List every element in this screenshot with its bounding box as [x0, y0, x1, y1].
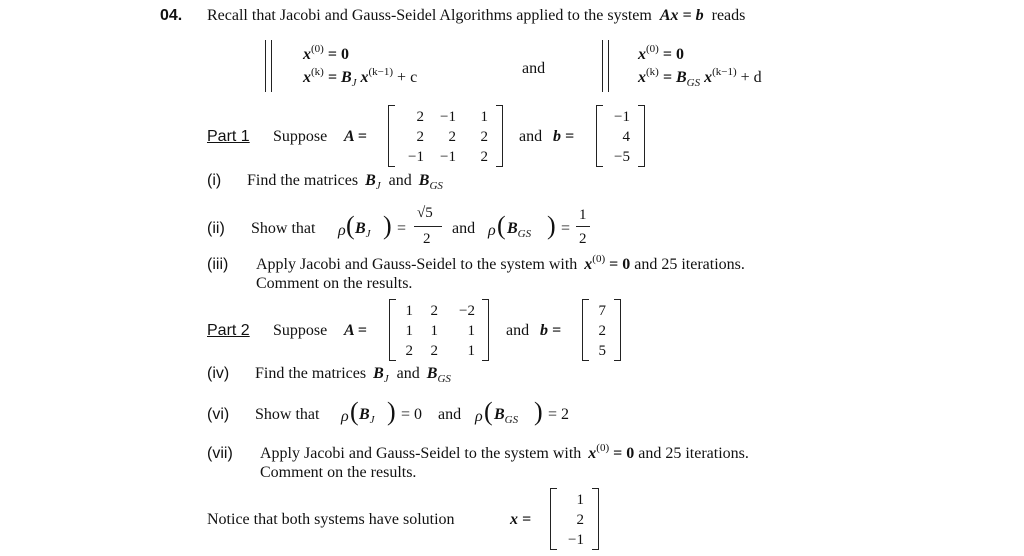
item-iii-label: (iii)	[207, 256, 229, 273]
jacobi-iteration	[303, 68, 417, 88]
item-ii-eq2: =	[561, 220, 571, 237]
item-vi-eq2: = 2	[548, 406, 570, 423]
gs-iter-xsup: (k−1)	[712, 66, 737, 78]
item-ii-text: Show that	[251, 220, 316, 237]
problem-number: 04.	[160, 7, 183, 24]
item-vi-and: and	[438, 406, 462, 423]
item-vi-paren2-close: )	[534, 397, 543, 426]
part2-A-right-bracket	[482, 299, 489, 361]
part2-b-cell: 2	[598, 323, 606, 339]
part1-A-cell: −1	[440, 109, 456, 125]
part1-b-cell: −5	[614, 149, 630, 165]
part2-A-cell: 1	[467, 323, 475, 339]
item-vii-zero: = 0	[613, 445, 635, 462]
notice-x-left-bracket	[550, 488, 557, 550]
item-ii-paren2-open: (	[497, 211, 506, 240]
jacobi-iter-eq: = B	[327, 69, 352, 86]
item-i-bgs: B	[418, 172, 430, 189]
item-iv-bgs-sub: GS	[437, 373, 451, 385]
gs-iter-eq: = B	[662, 69, 687, 86]
jacobi-iter-xsup: (k−1)	[368, 66, 394, 78]
item-ii-bj	[355, 219, 371, 239]
intro-text	[207, 6, 745, 26]
item-ii-frac-bar2	[576, 226, 590, 227]
jacobi-bar-2	[271, 40, 272, 92]
gs-bar-1	[602, 40, 603, 92]
item-iii-text	[256, 255, 745, 275]
item-ii-bgs-sub: GS	[517, 228, 532, 240]
item-iv-bj-sub: J	[383, 373, 389, 385]
item-vi-rho2: ρ	[475, 408, 483, 425]
intro-text-b: reads	[711, 7, 746, 24]
gs-bar-2	[608, 40, 609, 92]
part2-A-cell: 1	[405, 323, 413, 339]
part1-suppose: Suppose	[273, 128, 328, 145]
item-vii-text	[260, 444, 749, 464]
intro-text-a: Recall that Jacobi and Gauss-Seidel Algorithms applied to the system	[207, 7, 652, 24]
part1-and: and	[519, 128, 543, 145]
gs-init-rhs: = 0	[662, 46, 684, 63]
part1-A-cell: 1	[480, 109, 488, 125]
item-vi-bgs	[494, 405, 518, 425]
item-iv-and: and	[396, 365, 420, 382]
part2-and: and	[506, 322, 530, 339]
item-i-bj: B	[365, 172, 376, 189]
item-ii-numerator2: 1	[579, 207, 587, 223]
part2-label: Part 2	[207, 322, 250, 339]
part1-A-cell: −1	[440, 149, 456, 165]
item-i-bj-sub: J	[375, 180, 381, 192]
item-vi-rho1: ρ	[341, 408, 349, 425]
item-ii-label: (ii)	[207, 220, 225, 237]
item-vi-bgs-letter: B	[494, 406, 505, 423]
part2-A-cell: −2	[459, 303, 475, 319]
item-i-and: and	[388, 172, 412, 189]
gs-init-sup: (0)	[646, 43, 659, 55]
jacobi-init-var: x	[303, 46, 311, 63]
item-ii-bj-letter: B	[355, 220, 366, 237]
notice-x-cell: 2	[576, 512, 584, 528]
item-vi-paren-close: )	[387, 397, 396, 426]
gs-iter-x: x	[704, 69, 713, 86]
part2-A-cell: 1	[467, 343, 475, 359]
item-ii-rho2: ρ	[488, 222, 496, 239]
part1-A-right-bracket	[496, 105, 503, 167]
item-iii-text-c: and 25 iterations.	[634, 256, 745, 273]
intro-equation: Ax = b	[659, 7, 704, 24]
jacobi-bar-1	[265, 40, 266, 92]
part2-b-cell: 5	[598, 343, 606, 359]
notice-x-cell: 1	[576, 492, 584, 508]
jacobi-iter-tail: + c	[397, 69, 418, 86]
item-vii-line2: Comment on the results.	[260, 464, 417, 481]
item-iv-text	[255, 364, 451, 384]
item-vi-text: Show that	[255, 406, 320, 423]
item-iii-line2: Comment on the results.	[256, 275, 413, 292]
item-i-label: (i)	[207, 172, 222, 189]
part1-b-left-bracket	[596, 105, 603, 167]
item-iii-sup: (0)	[592, 253, 606, 265]
part1-b-cell: 4	[622, 129, 630, 145]
item-ii-frac-bar	[414, 226, 442, 227]
item-iv-phrase: Find the matrices	[255, 365, 367, 382]
gs-iter-tail: + d	[740, 69, 762, 86]
item-ii-denominator: 2	[423, 231, 431, 247]
jacobi-init-rhs: = 0	[327, 46, 349, 63]
item-vi-bgs-sub: GS	[504, 414, 519, 426]
notice-x-right-bracket	[592, 488, 599, 550]
part2-A-cell: 2	[430, 343, 438, 359]
item-vii-text-c: and 25 iterations.	[638, 445, 749, 462]
item-iv-bgs: B	[426, 365, 438, 382]
item-vi-paren-open: (	[350, 397, 359, 426]
gs-init-var: x	[638, 46, 646, 63]
item-ii-eq: =	[397, 220, 407, 237]
item-vi-paren2-open: (	[484, 397, 493, 426]
part1-label: Part 1	[207, 128, 250, 145]
gs-iter-lhs: x	[638, 69, 646, 86]
part1-A-eq: A =	[344, 128, 367, 145]
item-ii-rho1: ρ	[338, 222, 346, 239]
jacobi-iter-sup: (k)	[311, 66, 324, 78]
part1-b-cell: −1	[614, 109, 630, 125]
item-ii-paren2-close: )	[547, 211, 556, 240]
item-ii-bgs	[507, 219, 531, 239]
gs-init	[638, 45, 684, 65]
notice-x-cell: −1	[568, 532, 584, 548]
item-iii-x: x	[584, 256, 593, 273]
item-i-phrase: Find the matrices	[247, 172, 359, 189]
item-iii-zero: = 0	[609, 256, 631, 273]
part1-A-cell: 2	[448, 129, 456, 145]
item-vii-text-a: Apply Jacobi and Gauss-Seidel to the system with	[260, 445, 582, 462]
item-ii-numerator: √5	[417, 205, 433, 221]
item-i-bgs-sub: GS	[429, 180, 443, 192]
item-vi-bj-letter: B	[359, 406, 370, 423]
item-iv-bj: B	[373, 365, 384, 382]
gs-iteration	[638, 68, 762, 88]
item-ii-paren-open: (	[346, 211, 355, 240]
part1-A-cell: 2	[416, 109, 424, 125]
item-ii-bj-sub: J	[365, 228, 371, 240]
item-vi-eq1: = 0	[401, 406, 423, 423]
item-ii-and: and	[452, 220, 476, 237]
item-ii-denominator2: 2	[579, 231, 587, 247]
gs-iter-sub: GS	[686, 77, 701, 89]
part2-A-eq: A =	[344, 322, 367, 339]
part2-b-eq: b =	[540, 322, 562, 339]
part2-A-cell: 1	[405, 303, 413, 319]
notice-text: Notice that both systems have solution	[207, 511, 455, 528]
part2-b-right-bracket	[614, 299, 621, 361]
gs-iter-sup: (k)	[646, 66, 659, 78]
item-vii-x: x	[588, 445, 597, 462]
part2-A-cell: 2	[430, 303, 438, 319]
item-vii-sup: (0)	[596, 442, 610, 454]
part2-A-cell: 2	[405, 343, 413, 359]
item-vii-label: (vii)	[207, 445, 233, 462]
part1-A-cell: 2	[416, 129, 424, 145]
item-vi-bj-sub: J	[369, 414, 375, 426]
part2-A-cell: 1	[430, 323, 438, 339]
part1-A-cell: −1	[408, 149, 424, 165]
item-vi-bj	[359, 405, 375, 425]
notice-x-eq: x =	[510, 511, 532, 528]
part1-b-eq: b =	[553, 128, 575, 145]
part2-b-cell: 7	[598, 303, 606, 319]
jacobi-init-sup: (0)	[311, 43, 324, 55]
item-iv-label: (iv)	[207, 365, 230, 382]
item-vi-label: (vi)	[207, 406, 230, 423]
item-ii-bgs-letter: B	[507, 220, 518, 237]
part1-A-left-bracket	[388, 105, 395, 167]
algorithms-and: and	[522, 60, 546, 77]
item-iii-text-a: Apply Jacobi and Gauss-Seidel to the system with	[256, 256, 578, 273]
jacobi-iter-lhs: x	[303, 69, 311, 86]
item-ii-paren-close: )	[383, 211, 392, 240]
part1-A-cell: 2	[480, 149, 488, 165]
jacobi-init	[303, 45, 349, 65]
part1-A-cell: 2	[480, 129, 488, 145]
part2-suppose: Suppose	[273, 322, 328, 339]
part1-b-right-bracket	[638, 105, 645, 167]
jacobi-iter-sub: J	[351, 77, 357, 89]
item-i-text	[247, 171, 443, 191]
jacobi-iter-x: x	[360, 69, 369, 86]
